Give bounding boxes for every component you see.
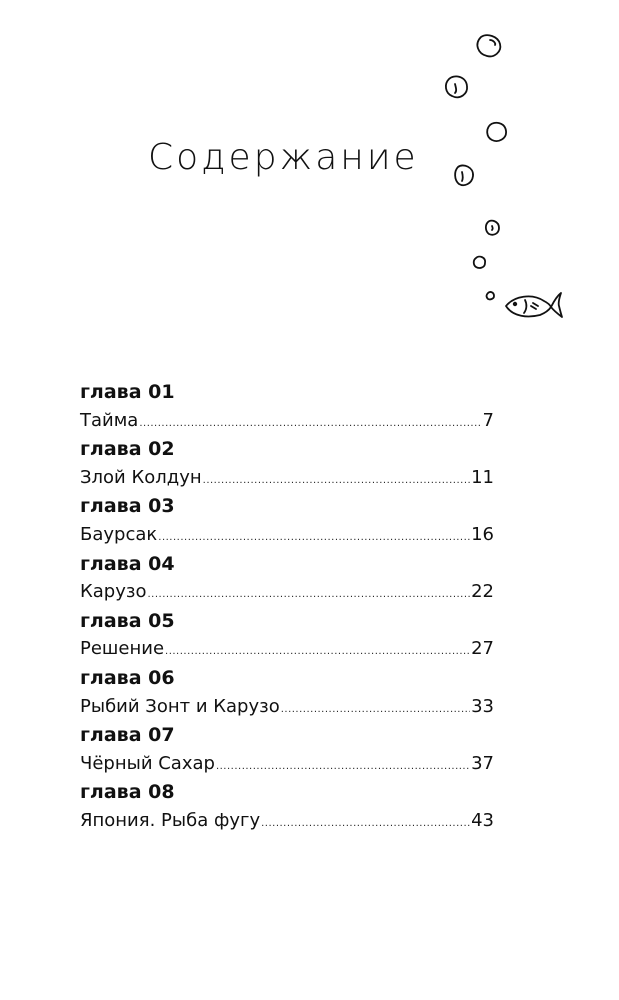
page-number: 43: [471, 809, 494, 831]
bubble-icon: [474, 257, 485, 268]
chapter-title: Решение: [80, 638, 165, 660]
dot-leader: [203, 467, 470, 496]
toc-entry: [80, 521, 494, 550]
bubble-icon: [486, 221, 499, 235]
bubble-icon: [455, 165, 473, 185]
table-of-contents: [80, 378, 494, 836]
bubble-icon: [446, 76, 467, 97]
toc-entry: [80, 407, 494, 436]
dot-leader: [158, 524, 470, 553]
toc-entry: [80, 693, 494, 722]
chapter-title: Рыбий Зонт и Карузо: [80, 695, 280, 717]
chapter-label: глава 01: [80, 381, 175, 403]
dot-leader: [216, 753, 470, 782]
toc-entry: [80, 807, 494, 836]
page-title: Содержание: [148, 137, 419, 178]
dot-leader: [147, 581, 470, 610]
chapter-title: Злой Колдун: [80, 466, 202, 488]
toc-entry: [80, 635, 494, 664]
toc-entry: [80, 578, 494, 607]
fish-icon: [506, 293, 562, 317]
bubble-icon: [487, 123, 506, 141]
chapter-title: Тайма: [80, 409, 139, 431]
toc-entry: [80, 750, 494, 779]
chapter-label: глава 05: [80, 609, 175, 632]
dot-leader: [261, 810, 470, 839]
dot-leader: [139, 410, 481, 439]
page-number: 22: [471, 581, 494, 603]
page-number: 33: [471, 695, 494, 717]
chapter-label: глава 08: [80, 781, 175, 804]
chapter-label: глава 04: [80, 552, 175, 575]
chapter-label: глава 02: [80, 438, 175, 461]
bubble-icon: [487, 292, 495, 299]
bubble-icon: [477, 35, 500, 56]
page-number: 7: [482, 409, 494, 431]
page-number: 37: [471, 752, 494, 774]
dot-leader: [165, 638, 470, 667]
toc-entry: [80, 464, 494, 493]
chapter-title: Япония. Рыба фугу: [80, 809, 261, 831]
chapter-title: Карузо: [80, 581, 147, 603]
chapter-title: Баурсак: [80, 523, 158, 545]
chapter-label: глава 03: [80, 495, 175, 518]
dot-leader: [281, 696, 470, 725]
page-number: 11: [471, 466, 494, 488]
chapter-label: глава 07: [80, 724, 175, 747]
chapter-title: Чёрный Сахар: [80, 752, 215, 774]
page-number: 27: [471, 638, 494, 660]
chapter-label: глава 06: [80, 666, 175, 689]
page-number: 16: [471, 523, 494, 545]
